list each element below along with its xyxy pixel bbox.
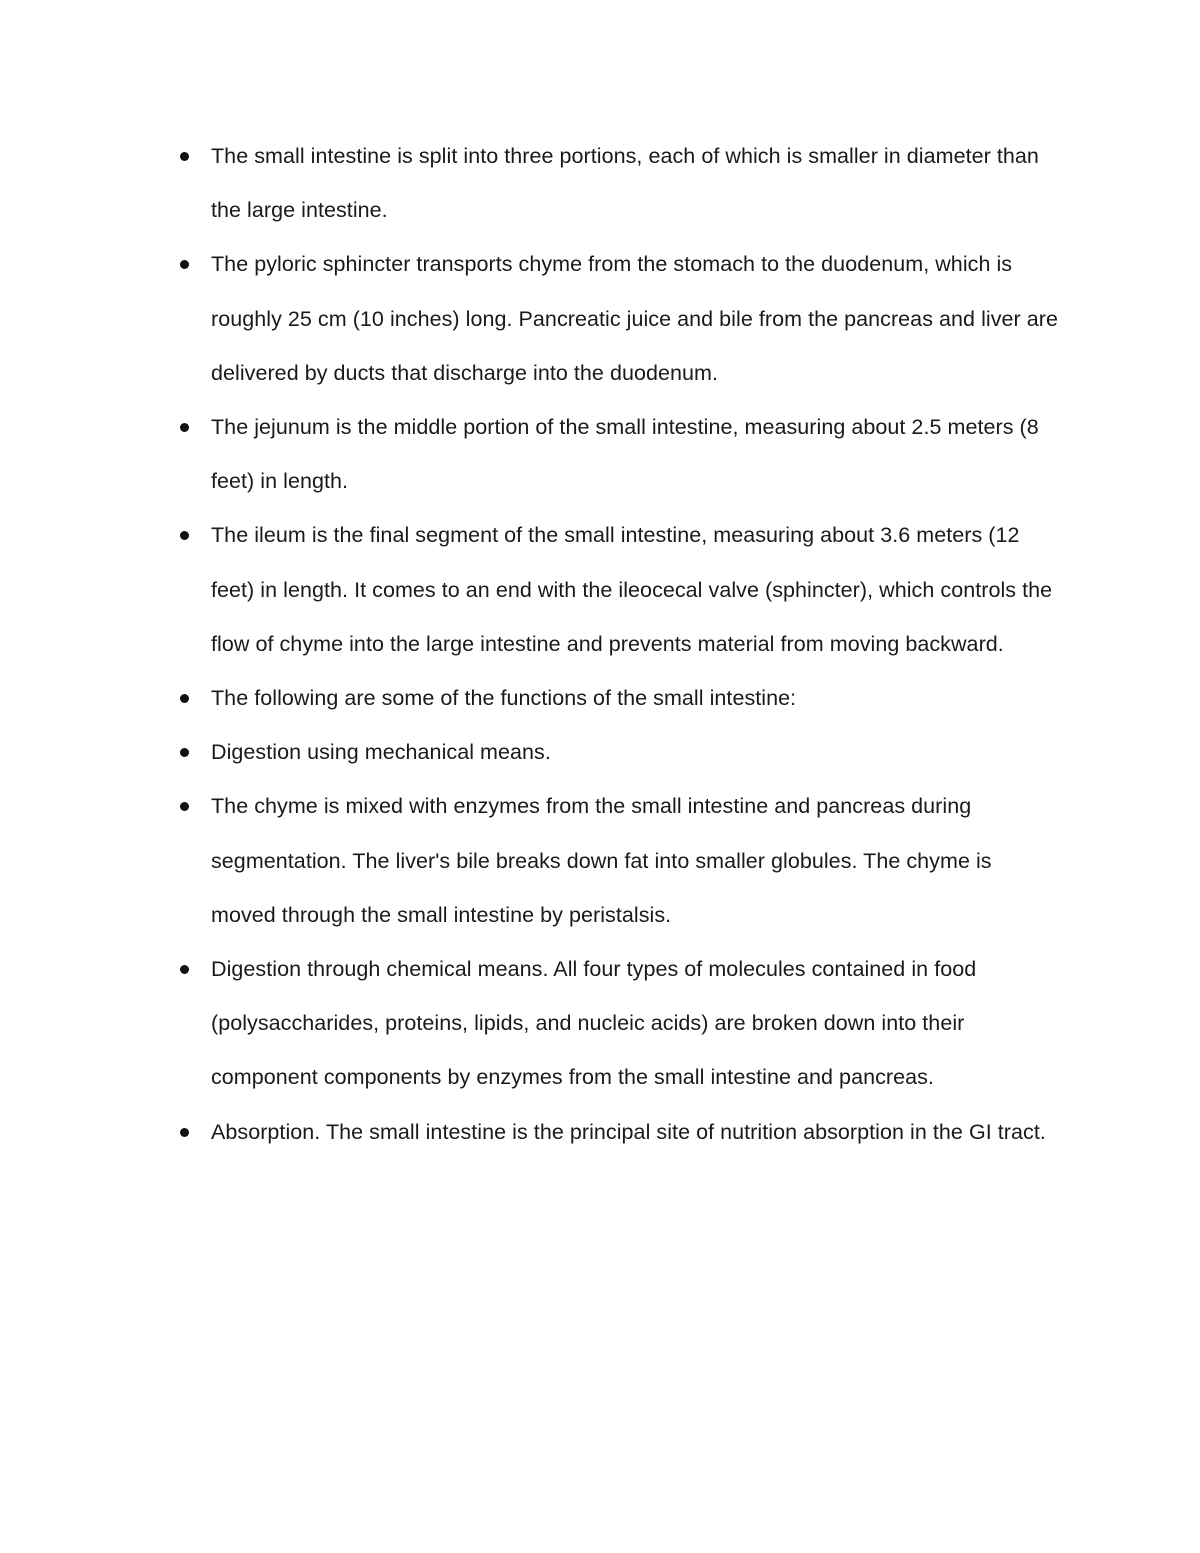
list-item [180, 1105, 1060, 1159]
bullet-icon [180, 531, 189, 540]
bullet-icon [180, 260, 189, 269]
bullet-list [180, 129, 1060, 1159]
bullet-icon [180, 694, 189, 703]
bullet-icon [180, 802, 189, 811]
list-item [180, 237, 1060, 400]
bullet-text: Digestion using mechanical means. [211, 740, 551, 765]
bullet-text: The chyme is mixed with enzymes from the small intestine and pancreas during segmentation. The liver's bile breaks down fat into smaller globules. The chyme is moved through the small intestine by peristalsis. [211, 794, 992, 927]
bullet-text: The jejunum is the middle portion of the small intestine, measuring about 2.5 meters (8 feet) in length. [211, 415, 1039, 494]
bullet-text: The pyloric sphincter transports chyme from the stomach to the duodenum, which is roughly 25 cm (10 inches) long. Pancreatic juice and bile from the pancreas and liver are delivered by ducts that discharge into the duodenum. [211, 252, 1058, 385]
bullet-text: Absorption. The small intestine is the principal site of nutrition absorption in the GI tract. [211, 1119, 1046, 1144]
list-item [180, 508, 1060, 671]
list-item [180, 400, 1060, 508]
list-item [180, 671, 1060, 725]
bullet-text: The following are some of the functions of the small intestine: [211, 686, 797, 711]
bullet-text: The small intestine is split into three portions, each of which is smaller in diameter than the large intestine. [211, 144, 1039, 223]
bullet-icon [180, 152, 189, 161]
list-item [180, 942, 1060, 1105]
bullet-icon [180, 1128, 189, 1137]
list-item [180, 129, 1060, 237]
bullet-icon [180, 965, 189, 974]
bullet-text: The ileum is the final segment of the small intestine, measuring about 3.6 meters (12 feet) in length. It comes to an end with the ileocecal valve (sphincter), which controls the flow of chyme into the large intestine and prevents material from moving backward. [211, 523, 1053, 656]
list-item [180, 725, 1060, 779]
bullet-icon [180, 748, 189, 757]
bullet-text: Digestion through chemical means. All four types of molecules contained in food (polysaccharides, proteins, lipids, and nucleic acids) are broken down into their component components by enzymes from the small intestine and pancreas. [211, 957, 977, 1090]
bullet-icon [180, 423, 189, 432]
list-item [180, 779, 1060, 942]
